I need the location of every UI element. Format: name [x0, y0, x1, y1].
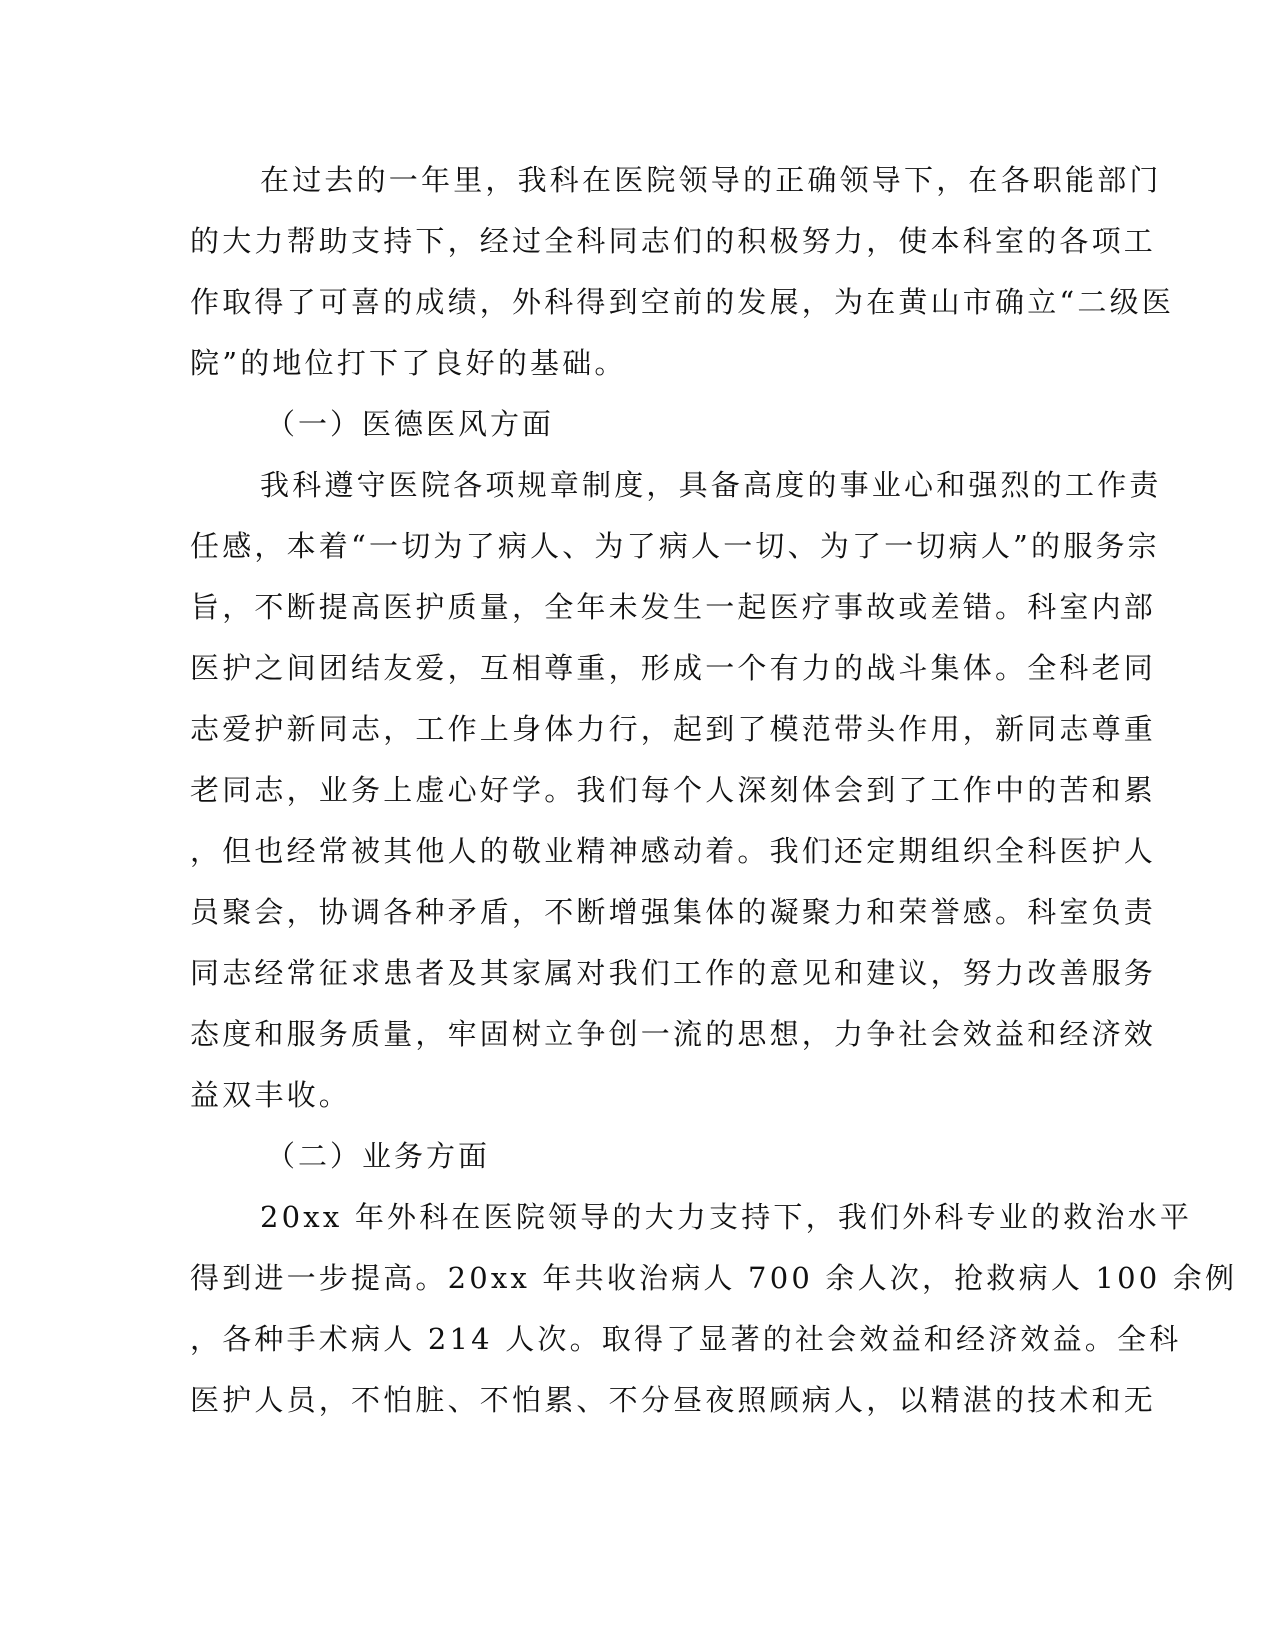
paragraph-line: 医护人员，不怕脏、不怕累、不分昼夜照顾病人，以精湛的技术和无: [190, 1383, 1157, 1417]
paragraph-line: 院”的地位打下了良好的基础。: [190, 346, 627, 380]
paragraph-line: 志爱护新同志，工作上身体力行，起到了模范带头作用，新同志尊重: [190, 712, 1157, 746]
paragraph-line: 20xx 年外科在医院领导的大力支持下，我们外科专业的救治水平: [260, 1200, 1193, 1234]
paragraph-line: 医护之间团结友爱，互相尊重，形成一个有力的战斗集体。全科老同: [190, 651, 1157, 685]
paragraph-line: 我科遵守医院各项规章制度，具备高度的事业心和强烈的工作责: [260, 468, 1162, 502]
section-heading-business: （二）业务方面: [266, 1139, 491, 1173]
paragraph-line: 益双丰收。: [190, 1078, 352, 1112]
paragraph-line: 员聚会，协调各种矛盾，不断增强集体的凝聚力和荣誉感。科室负责: [190, 895, 1157, 929]
document-body: [190, 150, 1238, 1431]
section-heading-medical-ethics: （一）医德医风方面: [266, 407, 555, 441]
paragraph-line: 旨，不断提高医护质量，全年未发生一起医疗事故或差错。科室内部: [190, 590, 1157, 624]
paragraph-line: 态度和服务质量，牢固树立争创一流的思想，力争社会效益和经济效: [190, 1017, 1157, 1051]
paragraph-line: 的大力帮助支持下，经过全科同志们的积极努力，使本科室的各项工: [190, 224, 1157, 258]
paragraph-line: 得到进一步提高。20xx 年共收治病人 700 余人次，抢救病人 100 余例: [190, 1261, 1238, 1295]
paragraph-line: ，各种手术病人 214 人次。取得了显著的社会效益和经济效益。全科: [190, 1322, 1182, 1356]
paragraph-line: 任感，本着“一切为了病人、为了病人一切、为了一切病人”的服务宗: [190, 529, 1160, 563]
paragraph-line: 老同志，业务上虚心好学。我们每个人深刻体会到了工作中的苦和累: [190, 773, 1157, 807]
paragraph-line: 同志经常征求患者及其家属对我们工作的意见和建议，努力改善服务: [190, 956, 1157, 990]
paragraph-line: ，但也经常被其他人的敬业精神感动着。我们还定期组织全科医护人: [190, 834, 1157, 868]
paragraph-line: 作取得了可喜的成绩，外科得到空前的发展，为在黄山市确立“二级医: [190, 285, 1175, 319]
paragraph-line: 在过去的一年里，我科在医院领导的正确领导下，在各职能部门: [260, 163, 1162, 197]
